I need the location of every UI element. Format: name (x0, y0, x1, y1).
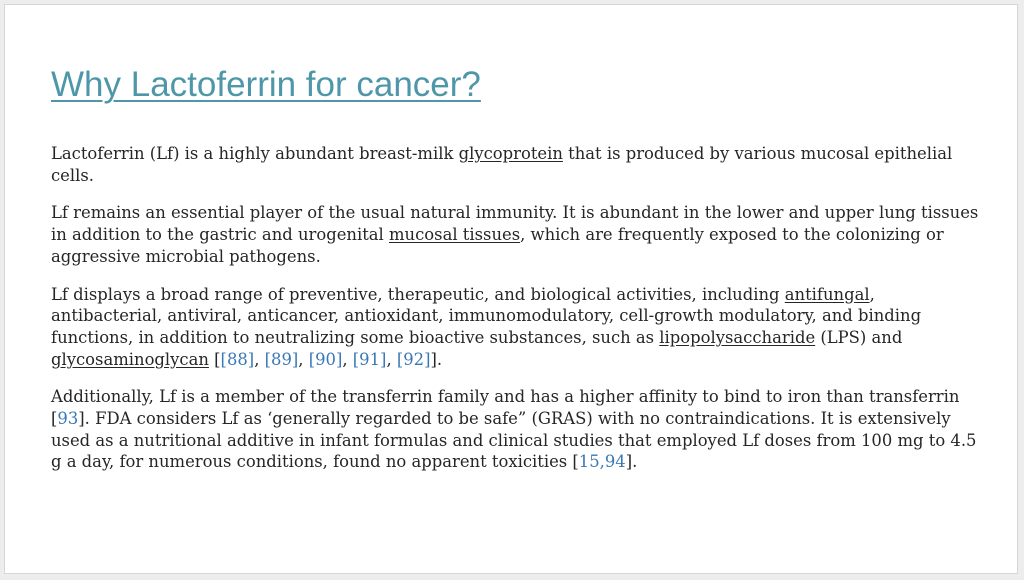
reference-link-89[interactable]: [89] (264, 349, 299, 369)
separator: , (254, 349, 265, 369)
text: ]. (625, 452, 638, 472)
paragraph-2 (51, 202, 979, 267)
reference-link-91[interactable]: [91] (352, 349, 387, 369)
mucosal-tissues-link[interactable]: mucosal tissues (389, 225, 521, 245)
antifungal-link[interactable]: antifungal (784, 284, 870, 304)
text: [ (208, 349, 221, 369)
text: , antibacterial, antiviral, anticancer, antioxidant, immunomodulatory, cell-growth modulatory, and binding functions, in addition to neutralizing some bioactive substances, such as (51, 284, 922, 347)
slide (4, 4, 1018, 574)
text: Lf displays a broad range of preventive, therapeutic, and biological activities, including (51, 284, 785, 304)
glycoprotein-link[interactable]: glycoprotein (458, 144, 563, 163)
separator: , (386, 349, 397, 369)
text: ]. (430, 349, 443, 369)
text: (LPS) and (815, 327, 903, 347)
separator: , (298, 349, 309, 369)
reference-link-88[interactable]: [88] (220, 349, 255, 369)
text: that is produced by various mucosal epithelial cells. (51, 144, 953, 185)
slide-title: Why Lactoferrin for cancer? (51, 65, 481, 104)
text: ]. FDA considers Lf as ‘generally regarded to be safe” (GRAS) with no contraindications. It is extensively used as a nutritional additive in infant formulas and clinical studies that employed Lf doses from 100 mg to 4.5 g a day, for numerous conditions, found no apparent toxicities [ (51, 409, 977, 472)
lipopolysaccharide-link[interactable]: lipopolysaccharide (659, 327, 816, 347)
text: Additionally, Lf is a member of the transferrin family and has a higher affinity to bind to iron than transferrin [ (51, 387, 960, 429)
reference-link-92[interactable]: [92] (396, 349, 431, 369)
separator: , (599, 452, 605, 472)
text: Lf remains an essential player of the usual natural immunity. It is abundant in the lower and upper lung tissues in addition to the gastric and urogenital (51, 203, 979, 245)
paragraph-1 (51, 143, 979, 186)
text: , which are frequently exposed to the colonizing or aggressive microbial pathogens. (51, 225, 944, 266)
separator: , (342, 349, 353, 369)
slide-body (51, 143, 979, 489)
reference-link-93[interactable]: 93 (57, 409, 79, 429)
glycosaminoglycan-link[interactable]: glycosaminoglycan (51, 349, 209, 369)
paragraph-3 (51, 284, 979, 371)
reference-link-94[interactable]: 94 (604, 452, 626, 472)
paragraph-4 (51, 386, 979, 473)
text: Lactoferrin (Lf) is a highly abundant breast-milk (51, 144, 459, 163)
reference-link-90[interactable]: [90] (308, 349, 343, 369)
reference-link-15[interactable]: 15 (578, 452, 600, 472)
